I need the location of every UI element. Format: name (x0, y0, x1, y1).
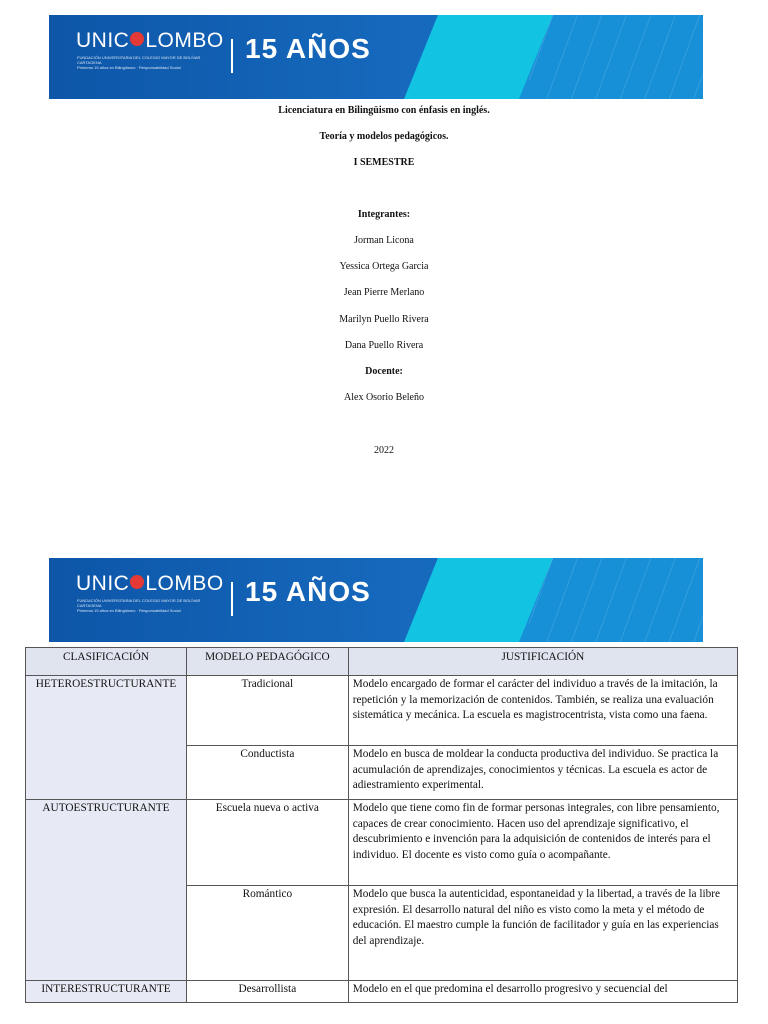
classification-cell: HETEROESTRUCTURANTE (26, 676, 187, 800)
logo-tagline: FUNDACIÓN UNIVERSITARIA DEL COLEGIO MAYOR DE BOLÍVAR (77, 598, 201, 603)
column-header: MODELO PEDAGÓGICO (186, 648, 348, 676)
year-label: 2022 (374, 445, 394, 456)
header-banner (49, 558, 703, 642)
teacher-name: Alex Osorio Beleño (344, 392, 424, 403)
classification-cell: INTERESTRUCTURANTE (26, 981, 187, 1003)
logo-tagline: FUNDACIÓN UNIVERSITARIA DEL COLEGIO MAYOR DE BOLÍVAR (77, 55, 201, 60)
logo-tagline: CARTAGENA (77, 603, 102, 608)
justification-cell: Modelo encargado de formar el carácter del individuo a través de la imitación, la repetición y la memorización de contenidos. También, se realiza una evaluación sistemática y mecánica. La escuela es magistrocentrista, vista como una faena. (348, 676, 737, 746)
logo-tagline: Primeros 15 años en Bilingüismo · Responsabilidad Social (77, 65, 181, 70)
member-name: Jean Pierre Merlano (343, 287, 425, 298)
logo-dot-icon (130, 32, 144, 46)
logo-tagline: CARTAGENA (77, 60, 102, 65)
anniversary-label: 15 AÑOS (245, 576, 371, 607)
justification-cell: Modelo en el que predomina el desarrollo progresivo y secuencial del (348, 981, 737, 1003)
banner-separator (231, 39, 233, 73)
classification-cell: AUTOESTRUCTURANTE (26, 800, 187, 981)
logo-dot-icon (130, 575, 144, 589)
member-name: Dana Puello Rivera (344, 340, 424, 351)
model-cell: Escuela nueva o activa (186, 800, 348, 886)
member-name: Yessica Ortega Garcia (339, 261, 429, 272)
model-cell: Conductista (186, 746, 348, 800)
column-header: JUSTIFICACIÓN (348, 648, 737, 676)
table-header-row (26, 648, 738, 676)
table-row (26, 981, 738, 1003)
justification-cell: Modelo que tiene como fin de formar personas integrales, con libre pensamiento, capaces de crear conocimiento. Hacen uso del aprendizaje significativo, el descubrimiento e invención para la adquisición de contenidos de interés para el individuo. El docente es visto como guía o acompañante. (348, 800, 737, 886)
logo-tagline: Primeros 15 años en Bilingüismo · Responsabilidad Social (77, 608, 181, 613)
course-title: Teoría y modelos pedagógicos. (319, 131, 449, 142)
justification-cell: Modelo en busca de moldear la conducta productiva del individuo. Se practica la acumulación de aprendizajes, conocimientos y técnicas. La escuela es actor de adiestramiento experimental. (348, 746, 737, 800)
university-logo: UNIC LOMBO (76, 572, 224, 595)
anniversary-label: 15 AÑOS (245, 33, 371, 64)
banner-separator (231, 582, 233, 616)
semester-label: I SEMESTRE (353, 157, 415, 168)
member-name: Jorman Licona (354, 235, 414, 246)
header-banner (49, 15, 703, 99)
table-row (26, 800, 738, 886)
pedagogical-models-table (25, 647, 738, 1003)
program-title: Licenciatura en Bilingüismo con énfasis en inglés. (278, 105, 490, 116)
model-cell: Tradicional (186, 676, 348, 746)
model-cell: Desarrollista (186, 981, 348, 1003)
members-heading: Integrantes: (357, 209, 411, 220)
column-header: CLASIFICACIÓN (26, 648, 187, 676)
table-row (26, 676, 738, 746)
teacher-heading: Docente: (365, 366, 403, 377)
university-logo: UNIC LOMBO (76, 29, 224, 52)
justification-cell: Modelo que busca la autenticidad, espontaneidad y la libertad, a través de la libre expresión. El desarrollo natural del niño es visto como la meta y el método de educación. El maestro cumple la función de facilitador y guía en las experiencias del aprendizaje. (348, 886, 737, 981)
model-cell: Romántico (186, 886, 348, 981)
member-name: Marilyn Puello Rivera (339, 314, 429, 325)
